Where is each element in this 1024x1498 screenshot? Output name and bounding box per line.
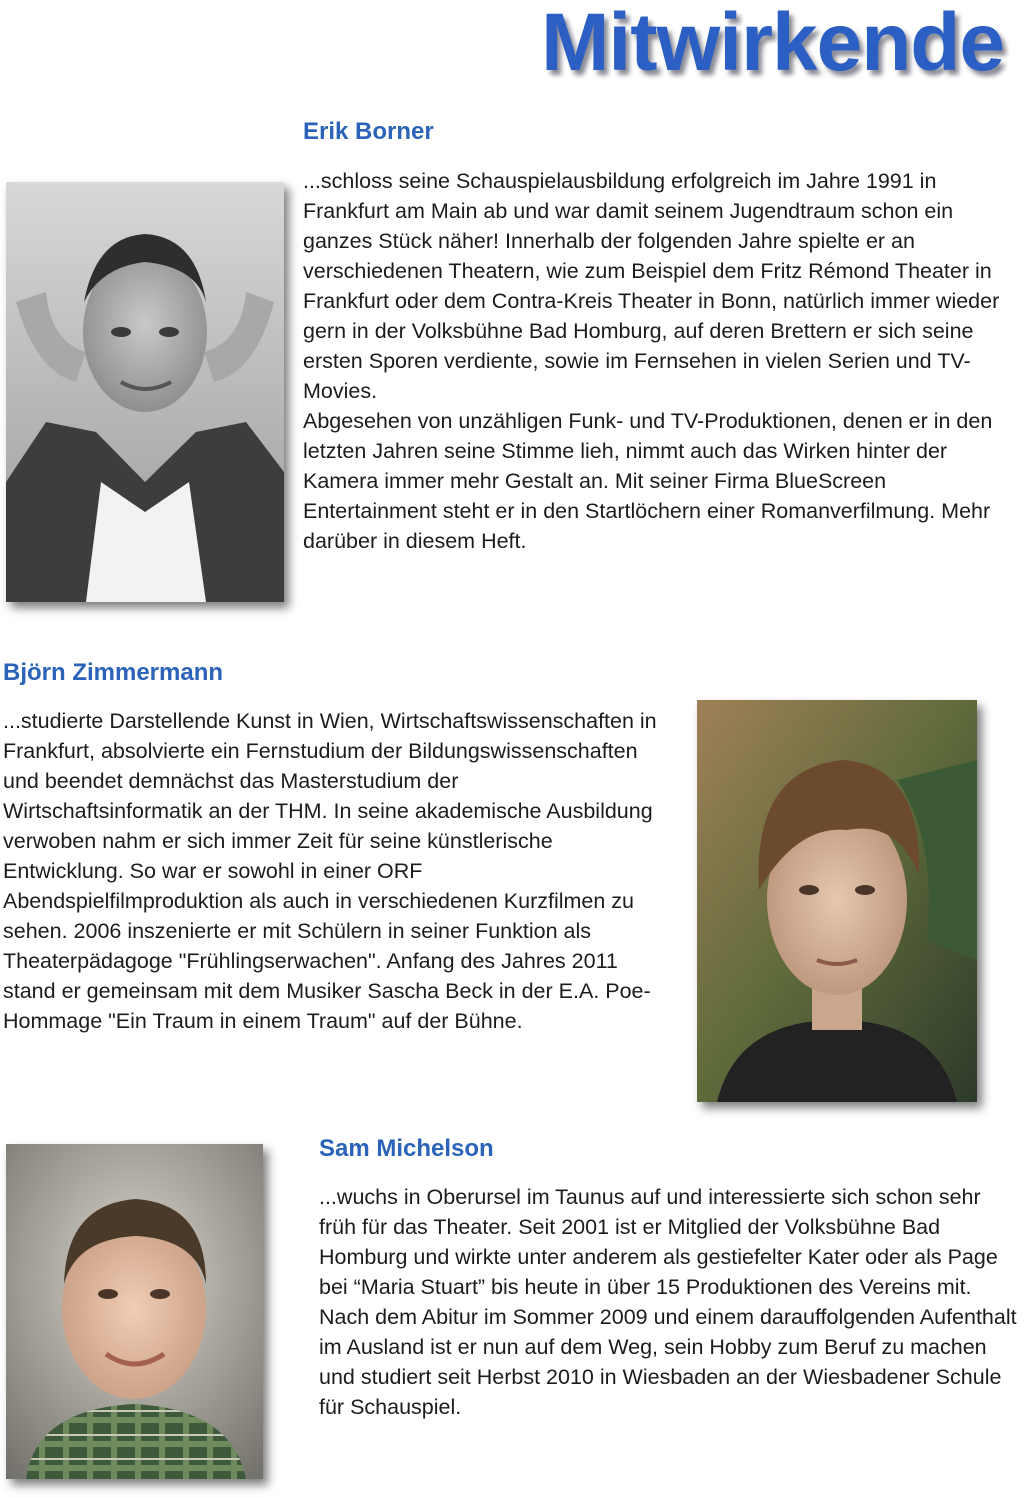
bio-paragraph: ...schloss seine Schauspielausbildung erfolgreich im Jahre 1991 in Frankfurt am Main ab und war damit seinem Jugendtraum schon ein ganzes Stück näher! Innerhalb der folgenden Jahre spielte er an verschiedenen Theatern, wie zum Beispiel dem Fritz Rémond Theater in Frankfurt oder dem Contra-Kreis Theater in Bonn, natürlich immer wieder gern in der Volksbühne Bad Homburg, auf deren Brettern er sich seine ersten Sporen verdiente, sowie im Fernsehen in vielen Serien und TV-Movies. (303, 169, 1000, 403)
sam-michelson-photo (6, 1144, 263, 1479)
member-name: Björn Zimmermann (3, 659, 224, 686)
member-name: Erik Borner (303, 118, 434, 145)
member-name: Sam Michelson (319, 1135, 494, 1162)
erik-borner-photo (6, 182, 284, 602)
member-bio (3, 706, 663, 1036)
page-title: Mitwirkende (541, 0, 1004, 88)
member-bio (303, 166, 1003, 556)
bio-paragraph: ...studierte Darstellende Kunst in Wien, Wirtschaftswissenschaften in Frankfurt, absolvierte ein Fernstudium der Bildungswissenschaften und beendet demnächst das Masterstudium der Wirtschaftsinformatik an der THM. In seine akademische Ausbildung verwoben nahm er sich immer Zeit für seine künstlerische Entwicklung. So war er sowohl in einer ORF Abendspielfilmproduktion als auch in verschiedenen Kurzfilmen zu sehen. 2006 inszenierte er mit Schülern in seiner Funktion als Theaterpädagoge "Frühlingserwachen". Anfang des Jahres 2011 stand er gemeinsam mit dem Musiker Sascha Beck in der E.A. Poe-Hommage "Ein Traum in einem Traum" auf der Bühne. (3, 709, 657, 1033)
member-bio (319, 1182, 1019, 1422)
bio-paragraph: ...wuchs in Oberursel im Taunus auf und interessierte sich schon sehr früh für das Theater. Seit 2001 ist er Mitglied der Volksbühne Bad Homburg und wirkte unter anderem als gestiefelter Kater oder als Page bei “Maria Stuart” bis heute in über 15 Produktionen des Vereins mit. Nach dem Abitur im Sommer 2009 und einem darauffolgenden Aufenthalt im Ausland ist er nun auf dem Weg, sein Hobby zum Beruf zu machen und studiert seit Herbst 2010 in Wiesbaden an der Wiesbadener Schule für Schauspiel. (319, 1185, 1017, 1419)
bio-paragraph: Abgesehen von unzähligen Funk- und TV-Produktionen, denen er in den letzten Jahren seine Stimme lieh, nimmt auch das Wirken hinter der Kamera immer mehr Gestalt an. Mit seiner Firma BlueScreen Entertainment steht er in den Startlöchern einer Romanverfilmung. Mehr darüber in diesem Heft. (303, 409, 993, 553)
bjoern-zimmermann-photo (697, 700, 977, 1102)
